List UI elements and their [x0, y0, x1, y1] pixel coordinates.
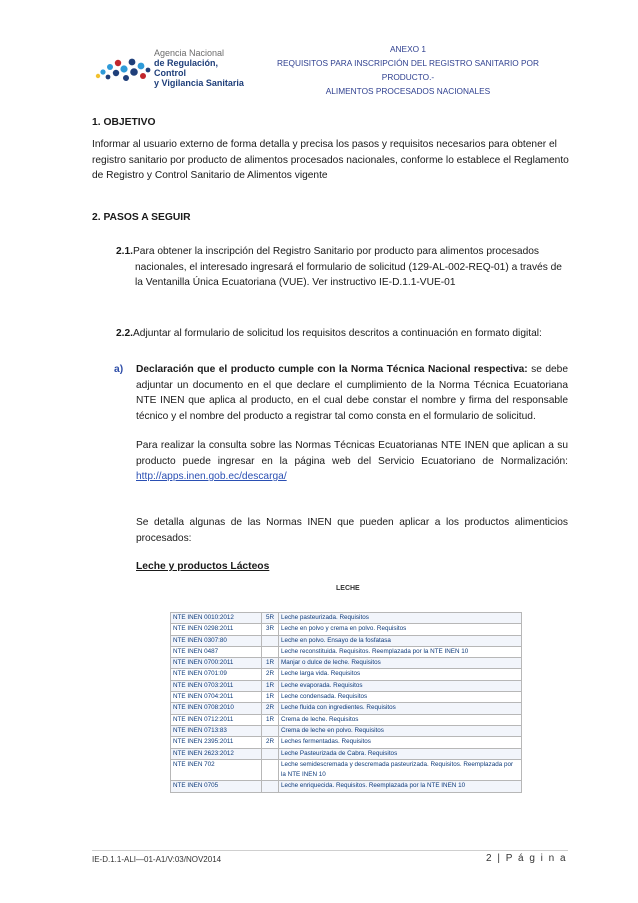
cell-description: Leches fermentadas. Requisitos [279, 737, 522, 748]
footer-divider [92, 850, 568, 851]
cell-description: Leche condensada. Requisitos [279, 692, 522, 703]
cell-code: NTE INEN 0010:2012 [171, 613, 262, 624]
agency-name-line-3: y Vigilancia Sanitaria [154, 78, 244, 88]
paragraph-2-1-text: Para obtener la inscripción del Registro Sanitario por producto para alimentos procesados nacionales, el interesado ingresará el formulario de solicitud (129-AL-002-REQ-01) a través de la Ventanilla Única Ecuatoriana (VUE). Ver instructivo IE-D.1.1-VUE-01 [133, 246, 562, 289]
cell-code: NTE INEN 0713:83 [171, 725, 262, 736]
cell-revision [262, 725, 279, 736]
cell-code: NTE INEN 2623:2012 [171, 748, 262, 759]
header-title-line-2: ALIMENTOS PROCESADOS NACIONALES [325, 86, 491, 96]
cell-revision: 1R [262, 658, 279, 669]
cell-revision [262, 748, 279, 759]
cell-revision: 1R [262, 714, 279, 725]
cell-description: Crema de leche. Requisitos [279, 714, 522, 725]
cell-description: Leche semidescremada y descremada pasteurizada. Requisitos. Reemplazada por la NTE INEN 10 [279, 759, 522, 781]
table-row [171, 646, 522, 657]
nte-standards-table [170, 612, 522, 793]
footer-page-number: 2 | P á g i n a [486, 853, 568, 864]
cell-code: NTE INEN 0487 [171, 646, 262, 657]
paragraph-2-2-text: Adjuntar al formulario de solicitud los requisitos descritos a continuación en formato digital: [133, 328, 542, 339]
table-row [171, 748, 522, 759]
agency-name [154, 48, 252, 88]
table-row [171, 692, 522, 703]
cell-revision [262, 759, 279, 781]
table-row [171, 680, 522, 691]
paragraph-2-2 [116, 326, 572, 342]
cell-description: Leche larga vida. Requisitos [279, 669, 522, 680]
document-header [250, 42, 566, 98]
section-1-heading: 1. OBJETIVO [92, 117, 156, 128]
cell-code: NTE INEN 2395:2011 [171, 737, 262, 748]
item-a-text: se debe adjuntar un documento en el que declare el cumplimiento de la Norma Técnica Ecuatoriana NTE INEN que aplica al producto, en el cual debe constar el nombre y firma del responsable técnico y el nombre del producto a registrar tal como consta en el formulario de solicitud. [136, 364, 568, 422]
cell-description: Crema de leche en polvo. Requisitos [279, 725, 522, 736]
cell-revision [262, 781, 279, 792]
cell-revision: 1R [262, 680, 279, 691]
table-row [171, 635, 522, 646]
cell-description: Manjar o dulce de leche. Requisitos [279, 658, 522, 669]
table-row [171, 613, 522, 624]
cell-revision [262, 646, 279, 657]
table-row [171, 725, 522, 736]
cell-description: Leche Pasteurizada de Cabra. Requisitos [279, 748, 522, 759]
annex-label: ANEXO 1 [390, 44, 426, 54]
paragraph-2-1 [116, 244, 572, 291]
footer-document-code: IE-D.1.1-ALI—01-A1/V:03/NOV2014 [92, 855, 222, 864]
cell-code: NTE INEN 0703:2011 [171, 680, 262, 691]
cell-revision: 2R [262, 669, 279, 680]
cell-code: NTE INEN 702 [171, 759, 262, 781]
cell-revision: 2R [262, 703, 279, 714]
agency-logo [92, 48, 252, 86]
agency-name-line-2: de Regulación, Control [154, 58, 219, 78]
cell-code: NTE INEN 0298:2011 [171, 624, 262, 635]
cell-description: Leche fluida con ingredientes. Requisitos [279, 703, 522, 714]
table-row [171, 624, 522, 635]
table-row [171, 703, 522, 714]
cell-description: Leche en polvo y crema en polvo. Requisitos [279, 624, 522, 635]
detail-paragraph: Se detalla algunas de las Normas INEN que pueden aplicar a los productos alimenticios procesados: [136, 517, 568, 544]
header-title-line-1: REQUISITOS PARA INSCRIPCIÓN DEL REGISTRO SANITARIO POR PRODUCTO.- [276, 58, 539, 82]
item-a-heading: Declaración que el producto cumple con la Norma Técnica Nacional respectiva: [136, 364, 528, 375]
cell-code: NTE INEN 0700:2011 [171, 658, 262, 669]
consult-paragraph [136, 438, 568, 485]
table-row [171, 669, 522, 680]
cell-description: Leche reconstituida. Requisitos. Reemplazada por la NTE INEN 10 [279, 646, 522, 657]
paragraph-2-2-number: 2.2. [116, 328, 133, 339]
cell-description: Leche pasteurizada. Requisitos [279, 613, 522, 624]
item-a-paragraph [136, 362, 568, 424]
cell-revision [262, 635, 279, 646]
cell-code: NTE INEN 0701:09 [171, 669, 262, 680]
cell-code: NTE INEN 0712:2011 [171, 714, 262, 725]
cell-revision: 1R [262, 692, 279, 703]
cell-revision: 2R [262, 737, 279, 748]
agency-name-line-1: Agencia Nacional [154, 48, 225, 58]
cell-description: Leche en polvo. Ensayo de la fosfatasa [279, 635, 522, 646]
cell-revision: 3R [262, 624, 279, 635]
table-row [171, 714, 522, 725]
section-2-heading: 2. PASOS A SEGUIR [92, 212, 191, 223]
cell-description: Leche enriquecida. Requisitos. Reemplazada por la NTE INEN 10 [279, 781, 522, 792]
dairy-subheading: Leche y productos Lácteos [136, 561, 270, 572]
paragraph-2-1-number: 2.1. [116, 246, 133, 257]
table-row [171, 781, 522, 792]
table-title: LECHE [336, 585, 360, 592]
table-row [171, 658, 522, 669]
section-1-text: Informar al usuario externo de forma detalla y precisa los pasos y requisitos necesarios para obtener el registro sanitario por producto de alimentos procesados nacionales, conforme lo establece el Reglamento de Registro y Control Sanitario de Alimentos vigente [92, 139, 569, 182]
cell-revision: 5R [262, 613, 279, 624]
table-row [171, 737, 522, 748]
cell-code: NTE INEN 0708:2010 [171, 703, 262, 714]
cell-code: NTE INEN 0705 [171, 781, 262, 792]
cell-code: NTE INEN 0704:2011 [171, 692, 262, 703]
table-row [171, 759, 522, 781]
consult-text: Para realizar la consulta sobre las Normas Técnicas Ecuatorianas NTE INEN que aplican a su producto puede ingresar en la página web del Servicio Ecuatoriano de Normalización: [136, 440, 568, 467]
agency-logo-icon [92, 54, 152, 84]
inen-link[interactable]: http://apps.inen.gob.ec/descarga/ [136, 471, 287, 483]
cell-code: NTE INEN 0307:80 [171, 635, 262, 646]
item-a-label: a) [114, 364, 124, 375]
cell-description: Leche evaporada. Requisitos [279, 680, 522, 691]
